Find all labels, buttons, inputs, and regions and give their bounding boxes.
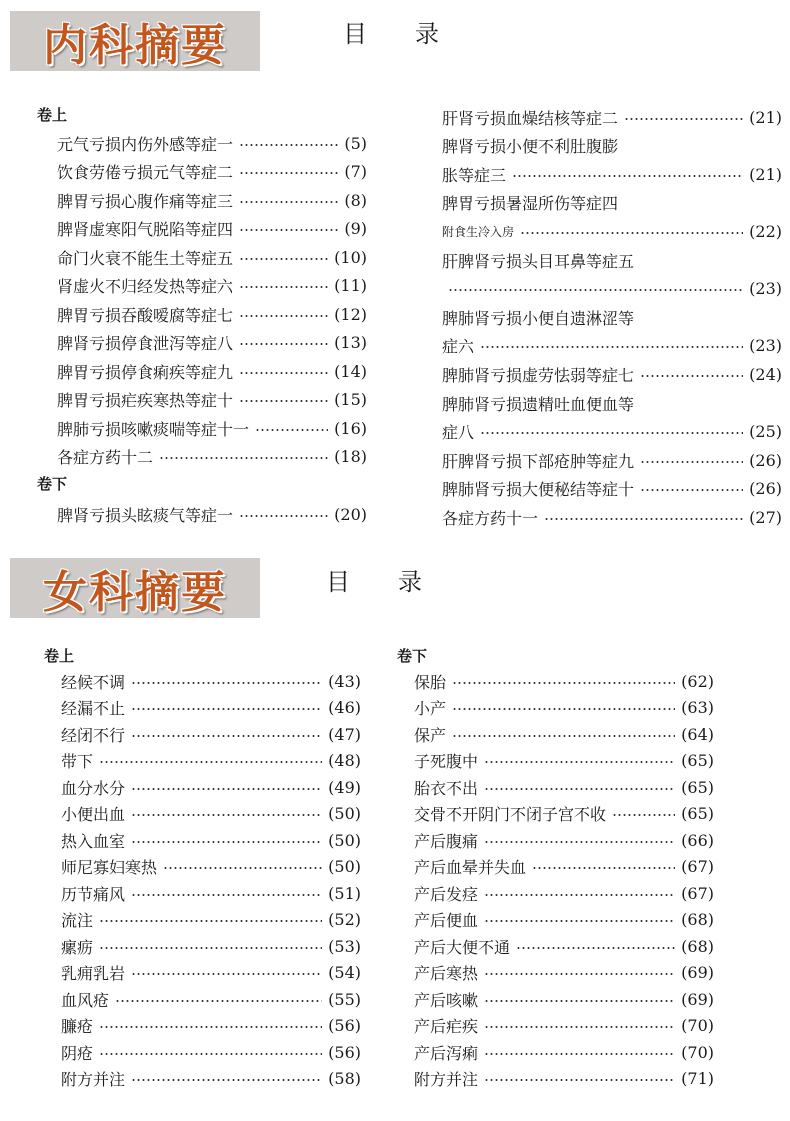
dot-leader: [99, 761, 322, 763]
dot-leader: [520, 232, 743, 234]
dot-leader: [480, 346, 743, 348]
entry-page: (62): [681, 671, 714, 691]
entry-page: (65): [681, 751, 714, 770]
entry-page: (55): [328, 989, 361, 1009]
entry-title: 肝肾亏损血燥结核等症二: [442, 108, 619, 128]
toc-entry[interactable]: [414, 854, 714, 880]
toc-entry[interactable]: [61, 933, 361, 959]
toc-entry[interactable]: [57, 301, 367, 327]
entry-page: (46): [328, 698, 361, 717]
entry-page: (12): [334, 304, 367, 324]
entry-page: (53): [328, 936, 361, 956]
dot-leader: [612, 814, 675, 816]
entry-title: 血风疮: [61, 990, 110, 1010]
entry-page: (70): [681, 1016, 714, 1035]
entry-page: (8): [344, 190, 367, 210]
entry-title: 小便出血: [61, 805, 126, 824]
entry-title: 脾胃亏损疟疾寒热等症十: [57, 391, 234, 410]
toc-entry[interactable]: [442, 333, 782, 359]
dot-leader: [484, 1026, 675, 1028]
entry-title: 产后泻痢: [414, 1043, 479, 1063]
entry-page: (69): [681, 963, 714, 982]
toc-entry[interactable]: [414, 668, 714, 694]
entry-page: (21): [749, 164, 782, 184]
entry-title: 附方并注: [61, 1070, 126, 1089]
entry-page: (70): [681, 1042, 714, 1062]
entry-title: 产后咳嗽: [414, 990, 479, 1010]
toc-entry[interactable]: [61, 1066, 361, 1092]
dot-leader: [239, 201, 338, 203]
entry-page: (13): [334, 333, 367, 352]
dot-leader: [516, 947, 675, 949]
entry-title: 饮食劳倦亏损元气等症二: [57, 163, 234, 182]
entry-page: (65): [681, 804, 714, 823]
entry-page: (24): [749, 364, 782, 384]
dot-leader: [484, 894, 675, 896]
toc-entry[interactable]: [414, 801, 714, 827]
toc-entry[interactable]: [442, 190, 782, 216]
entry-title: 附方并注: [414, 1070, 479, 1089]
toc-entry[interactable]: [57, 387, 367, 413]
entry-page: (50): [328, 804, 361, 823]
entry-title: 肾虚火不归经发热等症六: [57, 277, 234, 296]
dot-leader: [239, 400, 328, 402]
toc-entry[interactable]: [442, 476, 782, 502]
entry-title: 胀等症三: [442, 165, 507, 185]
entry-page: (71): [681, 1069, 714, 1088]
entry-title: 脾胃亏损停食痢疾等症九: [57, 362, 234, 382]
entry-title: 脾胃亏损暑湿所伤等症四: [442, 194, 619, 214]
entry-page: (21): [749, 107, 782, 127]
entry-title: 血分水分: [61, 778, 126, 798]
entry-title: 产后寒热: [414, 964, 479, 983]
entry-page: (25): [749, 422, 782, 442]
entry-page: (50): [328, 857, 361, 876]
entry-title: 乳痈乳岩: [61, 964, 126, 983]
toc-entry[interactable]: [61, 801, 361, 827]
dot-leader: [512, 175, 743, 177]
dot-leader: [239, 315, 328, 317]
nvke-banner: [10, 558, 260, 618]
entry-page: (5): [344, 133, 367, 153]
entry-title: 流注: [61, 911, 94, 930]
dot-leader: [99, 1053, 322, 1055]
entry-title: 产后便血: [414, 911, 479, 930]
dot-leader: [159, 457, 328, 459]
nvke-toc-title: 目 录: [326, 568, 422, 596]
entry-page: (11): [334, 276, 367, 295]
entry-page: (58): [328, 1069, 361, 1088]
dot-leader: [544, 518, 743, 520]
entry-title: 师尼寡妇寒热: [61, 858, 158, 877]
entry-title: 产后疟疾: [414, 1017, 479, 1036]
volume-heading-upper: 卷上: [44, 647, 75, 665]
dot-leader: [239, 343, 328, 345]
dot-leader: [131, 788, 322, 790]
entry-title: 胎衣不出: [414, 778, 479, 798]
entry-page: (9): [344, 219, 367, 238]
toc-entry[interactable]: [414, 721, 714, 747]
dot-leader: [131, 682, 322, 684]
toc-entry[interactable]: [57, 330, 367, 356]
dot-leader: [239, 286, 328, 288]
dot-leader: [99, 947, 322, 949]
entry-title: 脾肺肾亏损大便秘结等症十: [442, 480, 635, 500]
dot-leader: [448, 289, 743, 291]
dot-leader: [131, 735, 322, 737]
toc-entry[interactable]: [57, 444, 367, 470]
entry-title: 历节痛风: [61, 884, 126, 904]
entry-title: 脾肾亏损停食泄泻等症八: [57, 334, 234, 353]
toc-entry[interactable]: [61, 986, 361, 1012]
dot-leader: [480, 432, 743, 434]
dot-leader: [452, 735, 675, 737]
toc-entry[interactable]: [442, 218, 782, 244]
dot-leader: [484, 920, 675, 922]
dot-leader: [640, 461, 743, 463]
entry-title: 附食生冷入房: [442, 224, 515, 239]
dot-leader: [484, 788, 675, 790]
toc-entry[interactable]: [57, 501, 367, 527]
entry-title: 瘰疬: [61, 937, 94, 957]
volume-heading-lower: 卷下: [397, 647, 428, 665]
entry-title: 脾肾亏损头眩痰气等症一: [57, 505, 234, 525]
toc-entry[interactable]: [57, 244, 367, 270]
dot-leader: [624, 118, 743, 120]
dot-leader: [131, 1079, 322, 1081]
dot-leader: [131, 973, 322, 975]
toc-entry[interactable]: [61, 1013, 361, 1039]
entry-title: 小产: [414, 699, 447, 718]
toc-entry[interactable]: [442, 276, 782, 302]
entry-page: (26): [749, 479, 782, 499]
dot-leader: [239, 229, 338, 231]
toc-entry[interactable]: [442, 133, 782, 159]
toc-entry[interactable]: [442, 104, 782, 130]
neike-banner-title: 内科摘要: [43, 20, 227, 71]
toc-entry[interactable]: [61, 748, 361, 774]
entry-title: 命门火衰不能生土等症五: [57, 248, 234, 268]
dot-leader: [115, 1000, 322, 1002]
dot-leader: [452, 682, 675, 684]
dot-leader: [239, 144, 338, 146]
entry-title: 经漏不止: [61, 699, 126, 718]
toc-entry[interactable]: [414, 907, 714, 933]
entry-title: 产后发痉: [414, 884, 479, 904]
entry-title: 脾胃亏损心腹作痛等症三: [57, 191, 234, 211]
entry-title: 脾肺肾亏损虚劳怯弱等症七: [442, 365, 635, 385]
dot-leader: [239, 258, 328, 260]
entry-title: 症八: [442, 423, 475, 443]
toc-entry[interactable]: [414, 1013, 714, 1039]
entry-page: (7): [344, 162, 367, 181]
entry-title: 带下: [61, 752, 94, 771]
dot-leader: [131, 708, 322, 710]
toc-entry[interactable]: [61, 1039, 361, 1065]
toc-entry[interactable]: [57, 216, 367, 242]
entry-title: 经闭不行: [61, 725, 126, 745]
entry-page: (49): [328, 777, 361, 797]
entry-title: 症六: [442, 337, 475, 357]
toc-entry[interactable]: [414, 695, 714, 721]
entry-page: (27): [749, 507, 782, 527]
entry-title: 肝脾肾亏损下部疮肿等症九: [442, 451, 635, 471]
entry-title: 经候不调: [61, 672, 126, 692]
dot-leader: [255, 429, 328, 431]
toc-entry[interactable]: [414, 827, 714, 853]
entry-page: (66): [681, 830, 714, 850]
toc-entry[interactable]: [61, 907, 361, 933]
entry-page: (43): [328, 671, 361, 691]
toc-entry[interactable]: [414, 986, 714, 1012]
toc-entry[interactable]: [57, 159, 367, 185]
dot-leader: [131, 894, 322, 896]
entry-page: (64): [681, 724, 714, 744]
entry-title: 阴疮: [61, 1043, 94, 1063]
toc-entry[interactable]: [61, 695, 361, 721]
dot-leader: [131, 814, 322, 816]
toc-entry[interactable]: [61, 827, 361, 853]
entry-page: (23): [749, 336, 782, 356]
toc-entry[interactable]: [57, 273, 367, 299]
entry-title: 保产: [414, 725, 447, 745]
entry-page: (50): [328, 830, 361, 850]
entry-page: (67): [681, 883, 714, 903]
entry-title: 臁疮: [61, 1017, 94, 1036]
neike-banner: [10, 11, 260, 71]
entry-title: 脾肺肾亏损遗精吐血便血等: [442, 394, 635, 414]
entry-page: (47): [328, 724, 361, 744]
entry-title: 脾胃亏损吞酸嗳腐等症七: [57, 305, 234, 325]
entry-title: 脾肾虚寒阳气脱陷等症四: [57, 220, 234, 239]
dot-leader: [239, 515, 328, 517]
entry-title: 产后腹痛: [414, 831, 479, 851]
entry-title: 脾肾亏损小便不利肚腹膨: [442, 137, 619, 157]
toc-entry[interactable]: [414, 880, 714, 906]
entry-title: 脾肺肾亏损小便自遗淋涩等: [442, 308, 635, 328]
toc-entry[interactable]: [414, 1039, 714, 1065]
entry-title: 各症方药十二: [57, 448, 154, 467]
dot-leader: [484, 1079, 675, 1081]
entry-title: 热入血室: [61, 831, 126, 851]
toc-entry[interactable]: [442, 361, 782, 387]
entry-page: (22): [749, 221, 782, 241]
toc-entry[interactable]: [414, 748, 714, 774]
volume-heading-upper: 卷上: [37, 106, 68, 124]
toc-entry[interactable]: [57, 358, 367, 384]
entry-page: (10): [334, 247, 367, 267]
entry-page: (68): [681, 910, 714, 929]
toc-entry[interactable]: [414, 960, 714, 986]
toc-entry[interactable]: [442, 247, 782, 273]
entry-page: (23): [749, 279, 782, 299]
entry-page: (15): [334, 390, 367, 409]
entry-page: (56): [328, 1016, 361, 1035]
toc-entry[interactable]: [442, 161, 782, 187]
dot-leader: [484, 1000, 675, 1002]
toc-entry[interactable]: [442, 504, 782, 530]
entry-page: (51): [328, 883, 361, 903]
entry-title: 产后血晕并失血: [414, 858, 527, 877]
toc-entry[interactable]: [442, 419, 782, 445]
toc-entry[interactable]: [442, 304, 782, 330]
entry-page: (68): [681, 936, 714, 956]
dot-leader: [163, 867, 322, 869]
entry-page: (63): [681, 698, 714, 717]
entry-page: (48): [328, 751, 361, 770]
entry-page: (56): [328, 1042, 361, 1062]
entry-title: 保胎: [414, 672, 447, 692]
toc-entry[interactable]: [61, 854, 361, 880]
entry-page: (69): [681, 989, 714, 1009]
toc-entry[interactable]: [61, 774, 361, 800]
dot-leader: [99, 1026, 322, 1028]
entry-page: (18): [334, 447, 367, 466]
dot-leader: [239, 172, 338, 174]
toc-entry[interactable]: [442, 447, 782, 473]
entry-title: 脾肺亏损咳嗽痰喘等症十一: [57, 419, 250, 439]
entry-title: 肝脾肾亏损头目耳鼻等症五: [442, 251, 635, 271]
dot-leader: [484, 973, 675, 975]
entry-title: 产后大便不通: [414, 937, 511, 957]
dot-leader: [452, 708, 675, 710]
toc-entry[interactable]: [57, 415, 367, 441]
entry-page: (26): [749, 450, 782, 470]
neike-toc-title: 目 录: [343, 20, 439, 48]
dot-leader: [640, 375, 743, 377]
entry-page: (54): [328, 963, 361, 982]
toc-entry[interactable]: [61, 668, 361, 694]
dot-leader: [640, 489, 743, 491]
toc-entry[interactable]: [57, 187, 367, 213]
dot-leader: [484, 761, 675, 763]
toc-entry[interactable]: [61, 880, 361, 906]
entry-page: (67): [681, 857, 714, 876]
volume-heading-lower: 卷下: [37, 475, 68, 493]
dot-leader: [239, 372, 328, 374]
entry-page: (14): [334, 361, 367, 381]
entry-page: (16): [334, 418, 367, 438]
entry-page: (52): [328, 910, 361, 929]
entry-page: (20): [334, 504, 367, 524]
entry-page: (65): [681, 777, 714, 797]
toc-entry[interactable]: [414, 1066, 714, 1092]
entry-title: 元气亏损内伤外感等症一: [57, 134, 234, 154]
entry-title: 子死腹中: [414, 752, 479, 771]
toc-entry[interactable]: [414, 933, 714, 959]
toc-entry[interactable]: [57, 130, 367, 156]
toc-entry[interactable]: [442, 390, 782, 416]
entry-title: 各症方药十一: [442, 508, 539, 528]
toc-entry[interactable]: [61, 721, 361, 747]
toc-entry[interactable]: [61, 960, 361, 986]
dot-leader: [484, 1053, 675, 1055]
toc-entry[interactable]: [414, 774, 714, 800]
entry-title: 交骨不开阴门不闭子宫不收: [414, 805, 607, 824]
dot-leader: [99, 920, 322, 922]
dot-leader: [484, 841, 675, 843]
nvke-banner-title: 女科摘要: [43, 567, 227, 618]
dot-leader: [532, 867, 675, 869]
dot-leader: [131, 841, 322, 843]
